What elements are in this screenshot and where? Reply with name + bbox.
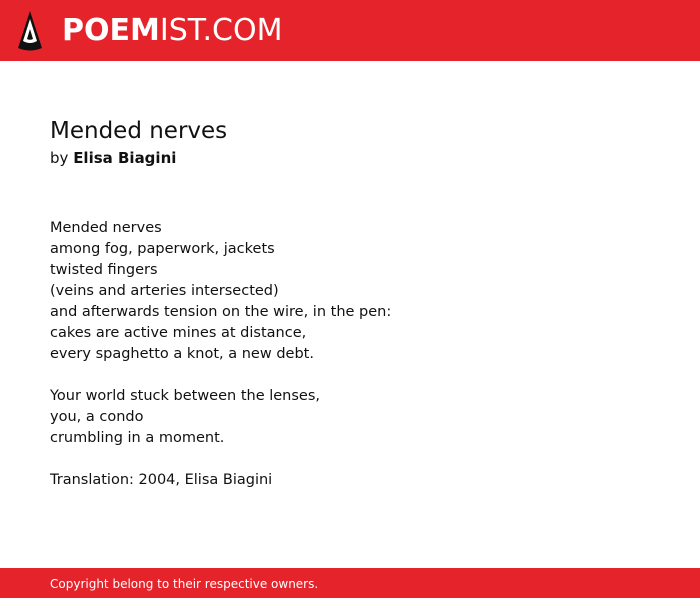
poem-line: and afterwards tension on the wire, in the pen: xyxy=(50,304,392,320)
logo-light-text: IST.COM xyxy=(159,13,283,48)
poem-line: crumbling in a moment. xyxy=(50,430,225,446)
poem-line: Your world stuck between the lenses, xyxy=(50,388,320,404)
poem-byline xyxy=(50,147,650,169)
poem-line: twisted fingers xyxy=(50,262,158,278)
logo-bold-text: POEM xyxy=(62,13,160,48)
stanza-1 xyxy=(50,218,650,365)
poem-line: cakes are active mines at distance, xyxy=(50,325,307,341)
poem-line: every spaghetto a knot, a new debt. xyxy=(50,346,314,362)
poem-line: (veins and arteries intersected) xyxy=(50,283,279,299)
poem-line: you, a condo xyxy=(50,409,144,425)
translation-credit: Translation: 2004, Elisa Biagini xyxy=(50,472,273,488)
stanza-2 xyxy=(50,386,650,449)
poem-title: Mended nerves xyxy=(50,118,228,144)
poem-body xyxy=(50,218,650,491)
site-header xyxy=(0,0,700,61)
site-footer xyxy=(0,568,700,598)
copyright-text: Copyright belong to their respective owners. xyxy=(50,577,319,591)
poem-line: Mended nerves xyxy=(50,220,162,236)
pencil-tip-icon[interactable] xyxy=(17,10,43,52)
by-label: by xyxy=(50,149,69,167)
poem-heading xyxy=(50,115,650,169)
author-name[interactable]: Elisa Biagini xyxy=(73,149,177,167)
poem-line: among fog, paperwork, jackets xyxy=(50,241,275,257)
site-logo[interactable] xyxy=(62,13,282,49)
